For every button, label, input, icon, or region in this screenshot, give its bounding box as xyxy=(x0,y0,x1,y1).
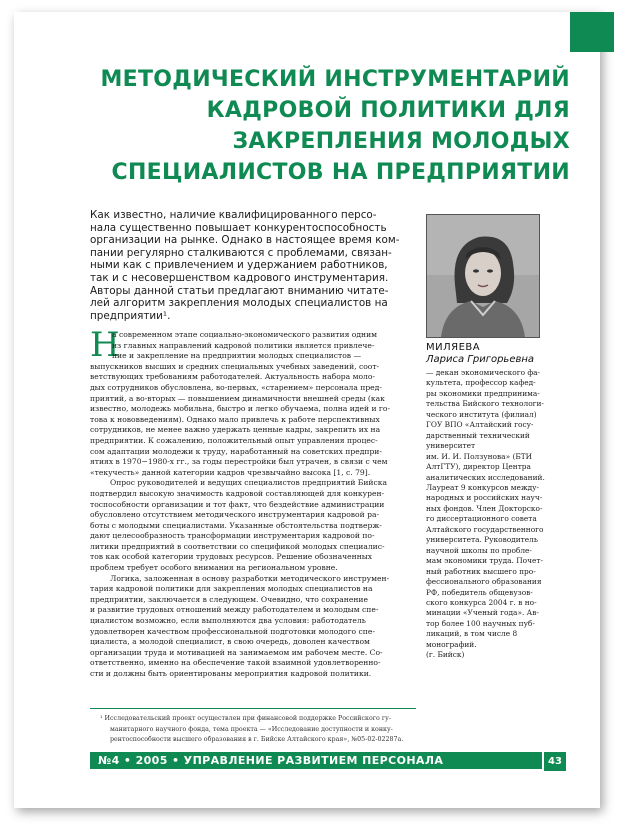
journal-footer xyxy=(90,752,548,769)
body-line: тария кадровой политики для закрепления молодых специалистов на xyxy=(90,584,373,594)
title-line: МЕТОДИЧЕСКИЙ ИНСТРУМЕНТАРИЙ xyxy=(100,67,570,92)
body-line: приятий, а во-вторых — повышением динамичности внешней среды (как xyxy=(90,393,385,403)
bio-line: народных и российских науч- xyxy=(426,493,543,503)
body-line: подтвердил высокую значимость кадровой составляющей для конкурен- xyxy=(90,488,385,498)
body-line: циалиста, а молодой специалист, в свою очередь, доволен качеством xyxy=(90,637,370,647)
bio-line: аналитических исследований. xyxy=(426,472,545,482)
body-line: литики предприятий в соответствии со спецификой молодых специалис- xyxy=(90,541,385,551)
bio-line: АлтГТУ), директор Центра xyxy=(426,462,531,472)
journal-title: №4 • 2005 • УПРАВЛЕНИЕ РАЗВИТИЕМ ПЕРСОНАЛА xyxy=(98,754,444,767)
lead-line: пании регулярно сталкиваются с проблемами, связан- xyxy=(90,246,392,259)
body-line: сотрудников, не менее важно удержать ценные кадры, закрепить их на xyxy=(90,425,381,435)
body-line: сти и должны быть ориентированы мероприятия кадровой политики. xyxy=(90,669,372,678)
title-line: СПЕЦИАЛИСТОВ НА ПРЕДПРИЯТИИ xyxy=(111,160,570,185)
body-line: ятиях в 1970−1980-х гг., за годы перестройки был утрачен, в связи с чем xyxy=(90,457,388,467)
bio-line: ры экономики предпринима- xyxy=(426,388,540,398)
author-name xyxy=(426,342,546,366)
bio-line: тельства Бийского технологи- xyxy=(426,399,544,409)
bio-line: — декан экономического фа- xyxy=(426,368,541,377)
bio-line: тор более 100 научных пуб- xyxy=(426,618,535,628)
bio-line: дарственный технический xyxy=(426,430,530,440)
body-line: ветствующих требованиям работодателей. Актуальность набора моло- xyxy=(90,372,376,382)
footnote-line: манитарного научного фонда, тема проекта — «Исследование доступности и конку- xyxy=(110,725,393,733)
bio-line: университета. Руководитель xyxy=(426,535,538,545)
bio-line: фессионального образования xyxy=(426,577,542,587)
body-line: «текучесть» данной категории кадров чрезвычайно высока [1, с. 79]. xyxy=(90,467,371,477)
bio-line: Лауреат 9 конкурсов между- xyxy=(426,482,540,492)
body-line: предприятии, заключается в следующем. Очевидно, что сохранение xyxy=(90,594,368,604)
magazine-page xyxy=(14,12,600,808)
bio-line: минации «Ученый года». Ав- xyxy=(426,608,539,618)
body-line: ответственно, именно на обеспечение такой взаимной удовлетворенно- xyxy=(90,658,381,668)
lead-line: ными как с привлечением и удержанием работников, xyxy=(90,259,388,272)
body-line: Опрос руководителей и ведущих специалистов предприятий Бийска xyxy=(110,478,388,488)
footnote xyxy=(100,714,416,746)
body-line: проблем требует особого внимания на региональном уровне. xyxy=(90,563,338,573)
article-body xyxy=(90,325,416,680)
lead-line: лей алгоритм закрепления молодых специалистов на xyxy=(90,297,388,310)
lead-line: Как известно, наличие квалифицированного персо- xyxy=(90,209,377,221)
lead-paragraph xyxy=(90,209,420,322)
bio-line: ный работник высшего про- xyxy=(426,566,536,576)
page-number: 43 xyxy=(542,750,568,773)
bio-line: научной школы по пробле- xyxy=(426,545,532,555)
lead-line: предприятии¹. xyxy=(90,309,171,322)
bio-line: университет xyxy=(426,441,476,451)
body-line: дают целесообразность трансформации инструментария кадровой по- xyxy=(90,531,375,541)
body-line: а современном этапе социально-экономического развития одним xyxy=(112,330,378,339)
lead-line: Авторы данной статьи предлагают вниманию читате- xyxy=(90,284,389,297)
bio-line: (г. Бийск) xyxy=(426,650,465,660)
bio-line: им. И. И. Ползунова» (БТИ xyxy=(426,451,533,461)
bio-line: ского конкурса 2004 г. в но- xyxy=(426,597,537,607)
body-line: сом адаптации молодежи к труду, наработанный на советских предпри- xyxy=(90,446,382,456)
bio-line: культета, профессор кафед- xyxy=(426,378,536,388)
author-last-name: МИЛЯЕВА xyxy=(426,342,481,353)
author-first-names: Лариса Григорьевна xyxy=(426,354,535,365)
body-line: обусловлено отсутствием методического инструментария кадровой ра- xyxy=(90,510,380,520)
body-line: боты с молодыми специалистами. Указанные обстоятельства подтверж- xyxy=(90,520,382,530)
lead-line: нала существенно повышает конкурентоспособность xyxy=(90,221,387,234)
body-line: из главных направлений кадровой политики является привлече- xyxy=(112,340,375,350)
body-line: и развитие трудовых отношений между работодателем и молодым спе- xyxy=(90,605,379,615)
body-line: дых сотрудников обусловлена, во-первых, «старением» персонала пред- xyxy=(90,382,382,392)
body-line: това к нововведениям). Однако мало привлечь к работе перспективных xyxy=(90,414,380,424)
author-photo xyxy=(426,214,540,338)
bio-line: ных фондов. Член Докторско- xyxy=(426,503,543,513)
bio-line: ГОУ ВПО «Алтайский госу- xyxy=(426,420,534,430)
body-line: известно, молодежь мобильна, быстро и легко обучаема, полна идей и го- xyxy=(90,404,391,414)
body-line: предприятии. К сожалению, положительный опыт управления процес- xyxy=(90,435,378,445)
bio-line: монографий. xyxy=(426,639,477,649)
footnote-divider xyxy=(90,708,416,709)
bio-line: РФ, победитель общевузов- xyxy=(426,587,533,597)
lead-line: организации на рынке. Однако в настоящее время ком- xyxy=(90,234,400,247)
drop-cap: Н xyxy=(90,325,120,365)
footnote-line: ¹ Исследовательский проект осуществлен при финансовой поддержке Российского гу- xyxy=(100,715,391,722)
article-title xyxy=(54,64,570,188)
body-line: тов как особой категории трудовых ресурсов. Решение обозначенных xyxy=(90,552,373,562)
footnote-line: рентоспособности высшего образования в г. Бийске Алтайского края», №05-02-02287а. xyxy=(110,736,404,744)
author-bio xyxy=(426,368,544,661)
corner-tab xyxy=(570,12,614,52)
bio-line: мам экономики труда. Почет- xyxy=(426,556,543,566)
body-line: ние и закрепление на предприятии молодых специалистов — xyxy=(112,351,362,361)
body-line: тоспособности организации и тот факт, что бездействие администрации xyxy=(90,499,385,509)
bio-line: ческого института (филиал) xyxy=(426,409,537,419)
author-portrait-image xyxy=(427,215,539,337)
bio-line: го диссертационного совета xyxy=(426,514,537,524)
body-line: выпускников высших и средних специальных учебных заведений, соот- xyxy=(90,361,380,371)
body-line: циалистом возможно, если выполняются два условия: работодатель xyxy=(90,616,366,626)
body-line: удовлетворен качеством профессиональной подготовки молодого спе- xyxy=(90,626,375,636)
lead-line: так и с несовершенством кадрового инструментария. xyxy=(90,271,389,284)
bio-line: ликаций, в том числе 8 xyxy=(426,629,518,639)
bio-line: Алтайского государственного xyxy=(426,524,544,534)
title-line: ЗАКРЕПЛЕНИЯ МОЛОДЫХ xyxy=(232,129,570,154)
body-line: организации труда и мотивацией на занимаемом им рабочем месте. Со- xyxy=(90,647,383,657)
title-line: КАДРОВОЙ ПОЛИТИКИ ДЛЯ xyxy=(206,98,570,123)
body-line: Логика, заложенная в основу разработки методического инструмен- xyxy=(110,573,390,583)
